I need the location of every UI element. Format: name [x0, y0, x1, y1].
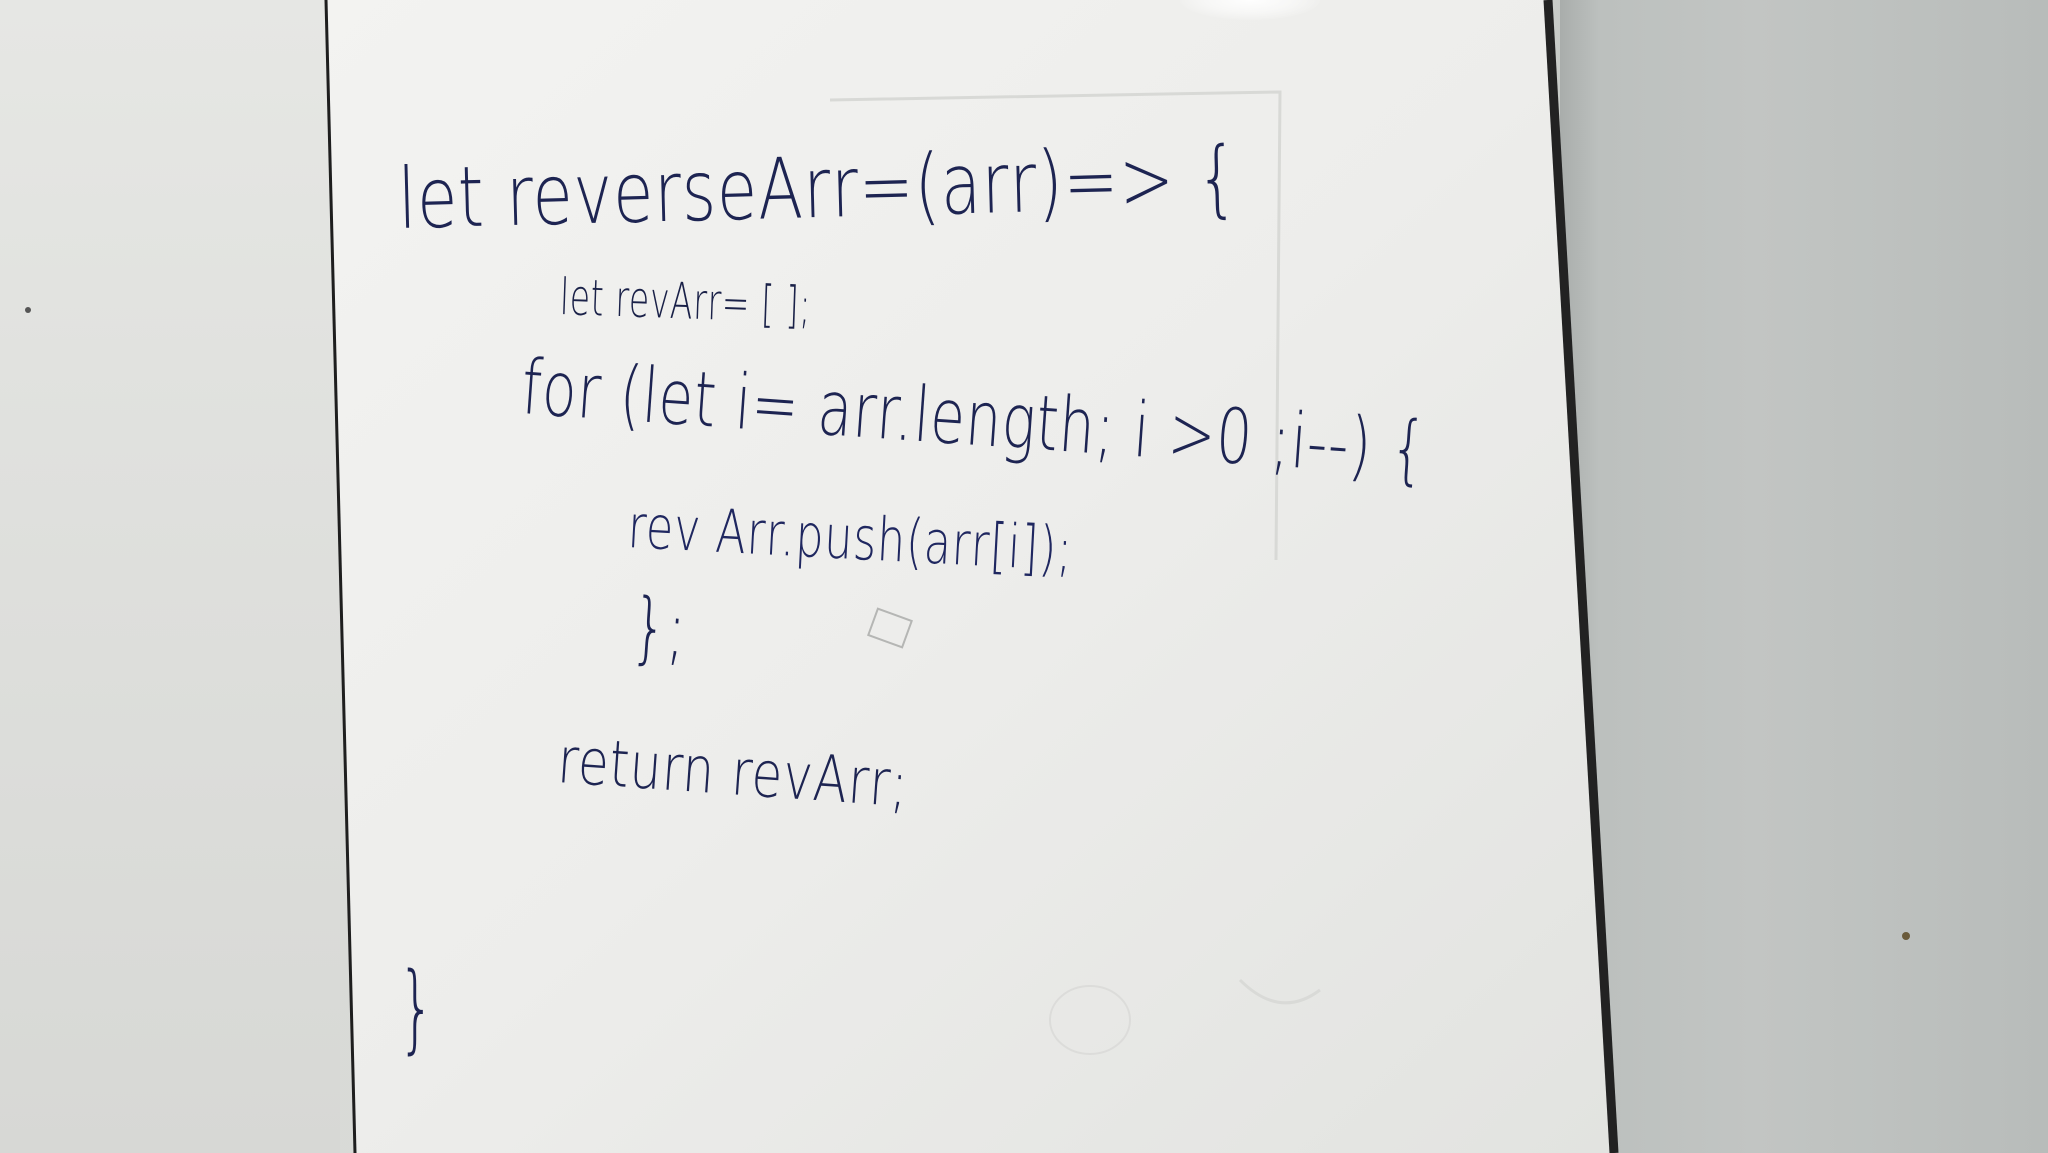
code-line-push: rev Arr.push(arr[i]);	[626, 492, 1075, 586]
code-line-function-close: }	[398, 952, 436, 1064]
code-line-array-init: let revArr= [ ];	[558, 268, 813, 335]
code-line-loop-close: };	[628, 582, 690, 676]
code-line-return: return revArr;	[555, 724, 911, 823]
code-line-function-declaration: let reverseArr=(arr)=> {	[396, 127, 1241, 248]
code-line-for-loop: for (let i= arr.length; i >0 ;i--) {	[518, 342, 1431, 495]
